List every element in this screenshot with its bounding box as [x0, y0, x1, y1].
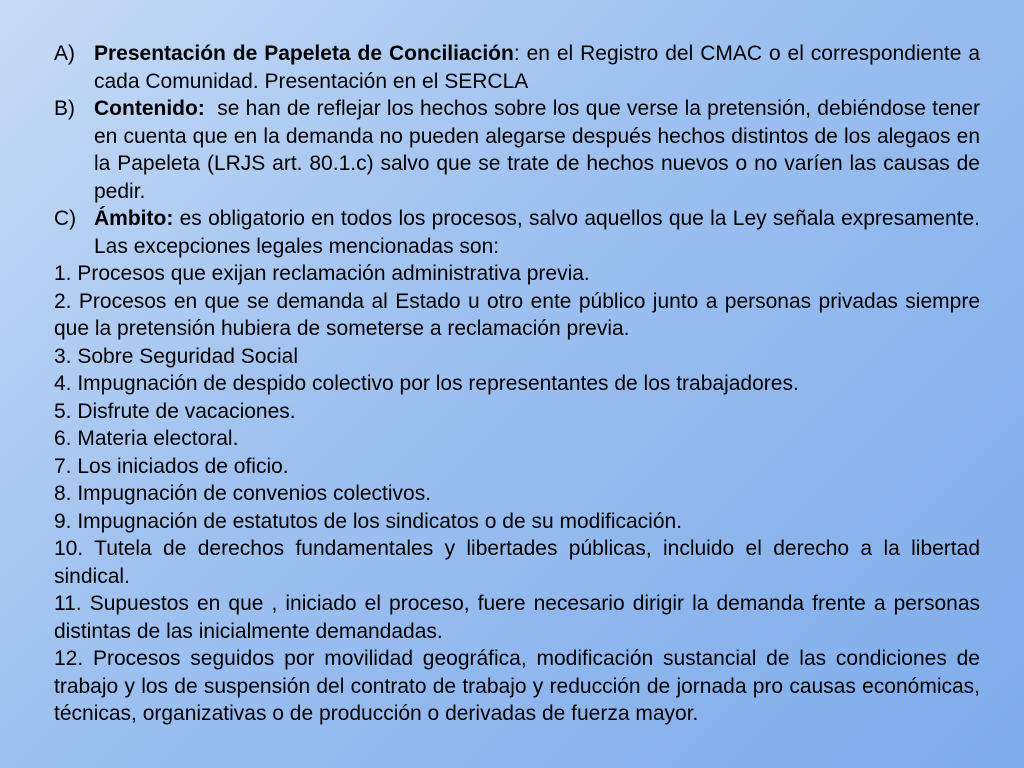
numbered-item-4: 4. Impugnación de despido colectivo por los representantes de los trabajadores. — [54, 372, 799, 395]
item-letter: B) — [54, 97, 75, 120]
numbered-item-10: 10. Tutela de derechos fundamentales y libertades públicas, incluido el derecho a la libertad sindical. — [54, 537, 980, 588]
item-letter: C) — [54, 207, 77, 230]
item-text: : en el Registro del CMAC o el correspondiente a cada Comunidad. Presentación en el SERCLA — [94, 42, 981, 93]
item-text: es obligatorio en todos los procesos, salvo aquellos que la Ley señala expresamente. Las excepciones legales mencionadas son: — [94, 207, 980, 258]
item-body — [94, 40, 980, 95]
numbered-item-6: 6. Materia electoral. — [54, 427, 239, 450]
item-heading: Contenido: — [94, 97, 205, 120]
numbered-item-2: 2. Procesos en que se demanda al Estado u otro ente público junto a personas privadas siempre que la pretensión hubiera de someterse a reclamación previa. — [54, 289, 980, 340]
lettered-item-a — [54, 40, 980, 95]
numbered-item-11: 11. Supuestos en que , iniciado el proceso, fuere necesario dirigir la demanda frente a personas distintas de las inicialmente demandadas. — [54, 592, 980, 643]
item-heading: Presentación de Papeleta de Conciliación — [94, 42, 514, 65]
numbered-item-3: 3. Sobre Seguridad Social — [54, 344, 298, 368]
numbered-item-9: 9. Impugnación de estatutos de los sindicatos o de su modificación. — [54, 509, 683, 533]
numbered-item-1: 1. Procesos que exijan reclamación administrativa previa. — [54, 262, 590, 285]
lettered-item-b — [54, 95, 986, 205]
item-heading: Ámbito: — [94, 207, 174, 230]
item-body — [94, 95, 986, 205]
numbered-item-8: 8. Impugnación de convenios colectivos. — [54, 482, 432, 505]
lettered-item-c — [54, 205, 980, 260]
numbered-item-7: 7. Los iniciados de oficio. — [54, 454, 289, 478]
numbered-item-5: 5. Disfrute de vacaciones. — [54, 399, 296, 423]
slide-content — [54, 40, 986, 728]
numbered-item-12: 12. Procesos seguidos por movilidad geográfica, modificación sustancial de las condiciones de trabajo y los de suspensión del contrato de trabajo y reducción de jornada pro causas económicas, técnicas, organizativas o de producción o derivadas de fuerza mayor. — [54, 647, 980, 725]
item-body — [94, 205, 980, 260]
item-text: se han de reflejar los hechos sobre los que verse la pretensión, debiéndose tener en cuenta que en la demanda no pueden alegarse después hechos distintos de los alegaos en la Papeleta (LRJS art. 80.1.c) salvo que se trate de hechos nuevos o no varíen las causas de pedir. — [94, 97, 986, 203]
item-letter: A) — [54, 42, 75, 65]
